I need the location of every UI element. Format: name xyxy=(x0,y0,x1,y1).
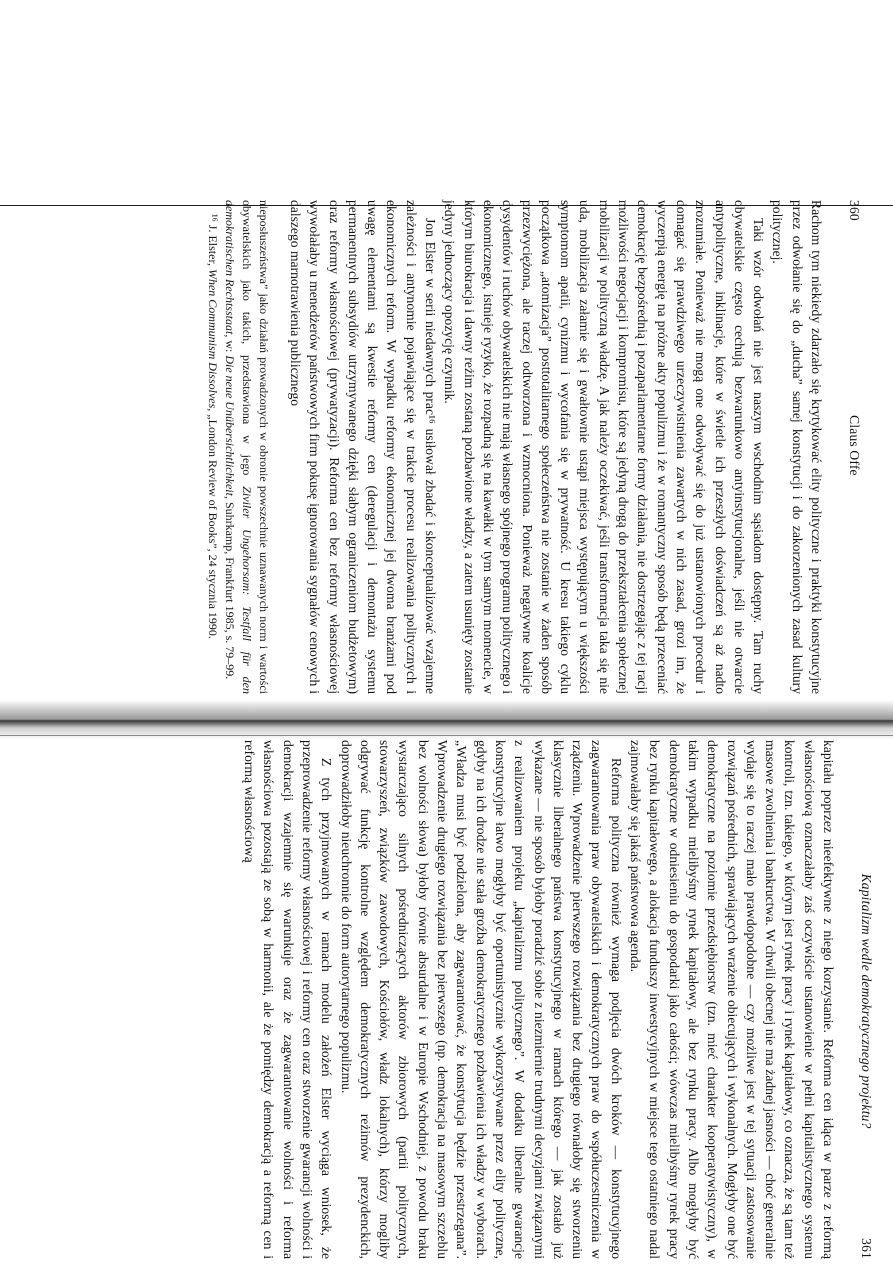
paragraph: Taki wzór odwołań nie jest naszym wschodnim sąsiadom dostępny. Tam ruchy obywatelskie często cechują bezwarunkowo antyinstytucjonalne, jeśli nie otwarcie antypolityczne, inklinacje, które w świetle ich przeszłych doświadczeń są aż nadto zrozumiałe. Ponieważ nie mogą one odwoływać się do już ustanowionych procedur i domagać się prawdziwego urzeczywistnienia zawartych w nich zasad, grozi im, że wyczerpią energię na próżne akty populizmu i że w romantyczny sposób będą przeceniać demokrację bezpośrednią i pozaparlamentarne formy działania, nie dostrzegając z tej racji możliwości negocjacji i kompromisu, które są jedyną drogą do przekształcenia społecznej mobilizacji w polityczną władzę. A jak należy oczekiwać, jeśli transformacja taka się nie uda, mobilizacja załamie się i gwałtownie ustąpi miejsca występującym u większości symptomom apatii, cynizmu i wycofania się w prywatność. U kresu takiego cyklu początkowa „atomizacja” posttotalitarnego społeczeństwa nie zostanie w żaden sposób przezwyciężona, ale raczej odtworzona i wzmocniona. Ponieważ negatywne koalicje dysydentów i ruchów obywatelskich nie mają własnego spójnego programu politycznego i ekonomicznego, istnieje ryzyko, że rozpadną się na kawałki w tym samym momencie, w którym biurokracja i dawny reżim zostaną pozbawione władzy, a zatem usunięty zostanie jedyny jednoczący opozycję czynnik. xyxy=(442,200,767,694)
paragraph: kapitału poprzez nieefektywne z niego korzystanie. Reforma cen idąca w parze z reformą własnościową oznaczałaby zaś oczywiście ustanowienie w pełni kapitalistycznego systemu kontroli, tzn. takiego, w którym jest rynek pracy i rynek kapitałowy, co oznacza, że są tam też masowe zwolnienia i bankructwa. W chwili obecnej nie ma żadnej jasności — choć generalnie wydaje się to raczej mało prawdopodobne — czy możliwe jest w tej sytuacji zastosowanie rozwiązań pośrednich, sprawiających wrażenie obiecujących i wykonalnych. Mogłyby one być demokratyczne na poziomie przedsiębiorstw (tzn. mieć charakter kooperatywistyczny), w takim wypadku mielibyśmy rynek kapitałowy, ale bez rynku pracy. Albo mogłyby być demokratyczne w odniesieniu do gospodarki jako całości; wówczas mielibyśmy rynek pracy bez rynku kapitałowego, a alokacja funduszy inwestycyjnych w miejsce tego ostatniego nadal zajmowałaby się jakaś państwowa agenda. xyxy=(628,740,836,1259)
page-360-body xyxy=(286,200,826,694)
footnote-continued: nieposłuszeństwa” jako działań prowadzonych w obronie powszechnie uznawanych norm i wartości obywatelskich jako takich, przedstawiona w jego Ziviler Ungehorsam: Testfall für den demokratischen Rechtsstaat, w: Die neue Unübersichtlichkeit, Suhrkamp, Frankfurt 1985, s. 79–99. xyxy=(223,200,271,694)
book-gutter-shadow xyxy=(0,700,893,740)
page-361-body xyxy=(240,740,838,1259)
paragraph: Jon Elster w serii niedawnych prac¹⁶ usiłował zbadać i skonceptualizować wzajemne zależności i antynomie pojawiające się w trakcie procesu realizowania politycznych i ekonomicznych reform. W wypadku reformy ekonomicznej jej dwoma branżami pod uwagę elementami są kwestie reformy cen (deregulacji i demontażu systemu permanentnych subsydiów utrzymywanego dzięki słabym ograniczeniom budżetowym) oraz reformy własnościowej (prywatyzacji). Reforma cen bez reformy własnościowej wywołałaby u menedżerów państwowych firm pokusę ignorowania sygnałów cenowych i dalszego marnotrawienia publicznego xyxy=(287,200,439,694)
page-361-header xyxy=(852,740,874,1259)
running-head-author: Claus Offe xyxy=(847,415,862,476)
page-360-rotated-content xyxy=(30,200,862,700)
book-fold-line xyxy=(0,735,893,736)
paragraph: Rachom tym niekiedy zdarzało się krytykować elity polityczne i praktyki konstytucyjne przez odwołanie się do „ducha” samej konstytucji i do zakorzenionych zasad kultury politycznej. xyxy=(770,200,824,694)
footnote-16: ¹⁶ J. Elster, When Communism Dissolves, „London Review of Books”, 24 stycznia 1990. xyxy=(206,214,221,639)
page-number-360: 360 xyxy=(847,200,862,221)
page-number-361: 361 xyxy=(859,1238,874,1259)
running-head-title: Kapitalizm wedle demokratycznego projektu? xyxy=(859,873,874,1129)
page-360-footnotes xyxy=(205,200,272,694)
page-360-header xyxy=(840,200,862,694)
paragraph: Z tych przyjmowanych w ramach modelu założeń Elster wyciąga wniosek, że przeprowadzenie reformy własnościowej i reformy cen oraz stworzenie gwarancji wolności i demokracji wzajemnie się warunkuje oraz że zagwarantowanie wolności i reforma własnościowa pozostają ze sobą w harmonii, ale że pomiędzy demokracją a reformą cen i reformą własnościową xyxy=(242,740,335,1259)
paragraph: Reforma polityczna również wymaga podjęcia dwóch kroków — konstytucyjnego zagwarantowania praw obywatelskich i demokratycznych praw do współuczestniczenia w rządzeniu. Wprowadzenie pierwszego rozwiązania bez drugiego równałoby się stworzeniu klasycznie liberalnego państwa konstytucyjnego w ramach którego — jak zostało już wykazane — nie sposób byłoby poradzić sobie z niezmiernie trudnymi decyzjami związanymi z realizowaniem projektu „kapitalizmu politycznego”. W dodatku liberalne gwarancje konstytucyjne łatwo mogłyby być oportunistycznie wykorzystywane przez elity polityczne, gdyby na ich drodze nie stała groźba demokratycznego pozbawienia ich władzy w wyborach. „Władza musi być podzielona, aby zagwarantować, że konstytucja będzie przestrzegana”. Wprowadzenie drugiego rozwiązania bez pierwszego (np. demokracja na masowym szczeblu bez wolności słowa) byłoby równie absurdalne i w Europie Wschodniej, z powodu braku wystarczająco silnych pośredniczących aktorów zbiorowych (partii politycznych, stowarzyszeń, związków zawodowych, Kościołów, władz lokalnych), którzy mogliby odgrywać funkcję kontrolne względem demokratycznych reżimów prezydenckich, doprowadziłoby nieuchronnie do form autorytarnego populizmu. xyxy=(338,740,624,1259)
page-361-rotated-content xyxy=(42,740,874,1265)
